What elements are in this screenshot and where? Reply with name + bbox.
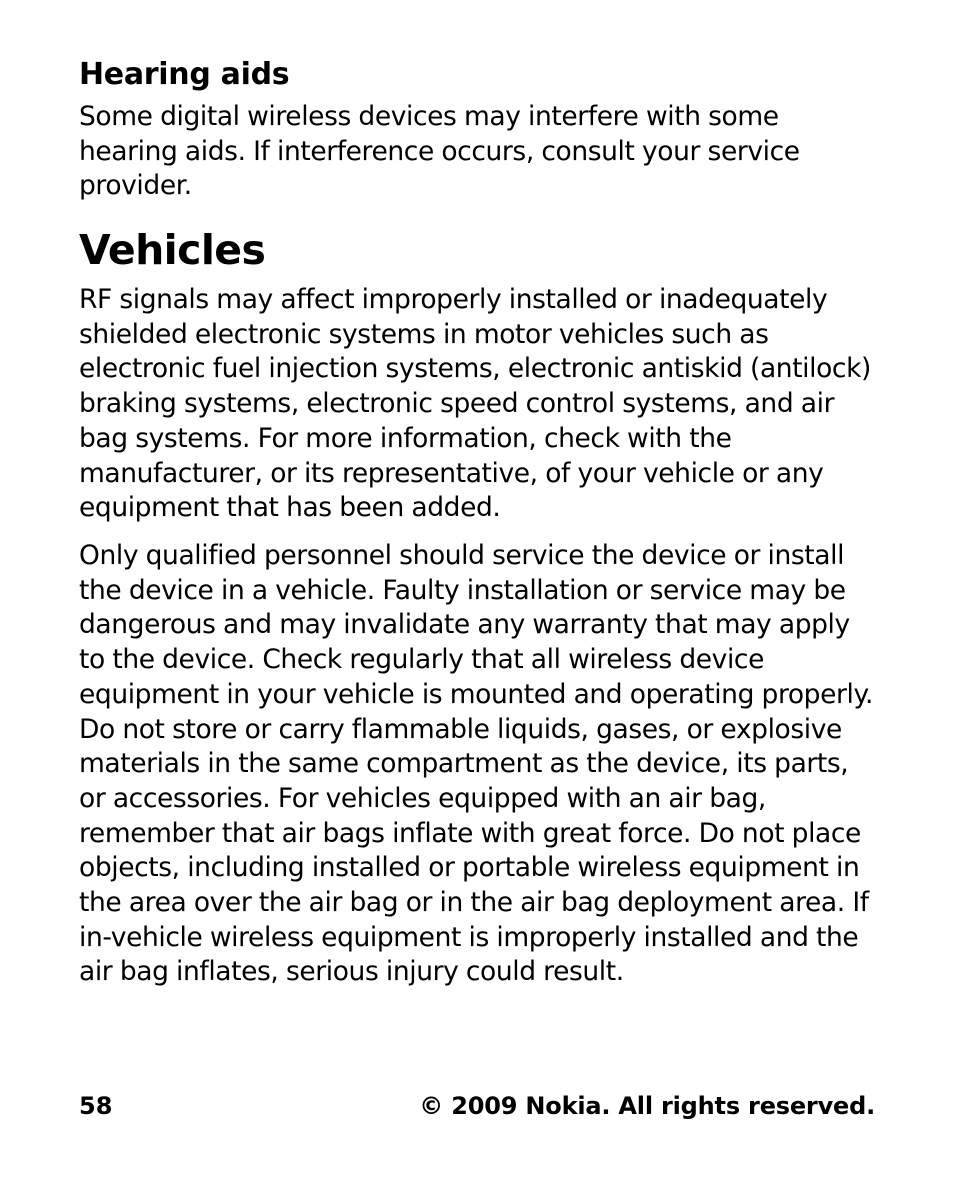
vehicles-paragraph-installation: Only qualified personnel should service the device or install the device in a vehicle. Faulty installation or service may be dangerous and may invalidate any warranty that may apply to the device. Check regularly that all wireless device equipment in your vehicle is mounted and operating properly. Do not store or carry flammable liquids, gases, or explosive materials in the same compartment as the device, its parts, or accessories. For vehicles equipped with an air bag, remember that air bags inflate with great force. Do not place objects, including installed or portable wireless equipment in the area over the air bag or in the air bag deployment area. If in-vehicle wireless equipment is improperly installed and the air bag inflates, serious injury could result.	[79, 540, 873, 988]
document-page	[79, 0, 879, 1180]
copyright-notice: © 2009 Nokia. All rights reserved.	[419, 1092, 875, 1120]
vehicles-heading: Vehicles	[79, 226, 266, 274]
hearing-aids-heading: Hearing aids	[79, 57, 290, 92]
page-footer	[79, 1090, 875, 1122]
vehicles-paragraph-rf-signals: RF signals may affect improperly installed or inadequately shielded electronic systems in motor vehicles such as electronic fuel injection systems, electronic antiskid (antilock) braking systems, electronic speed control systems, and air bag systems. For more information, check with the manufacturer, or its representative, of your vehicle or any equipment that has been added.	[79, 284, 871, 524]
hearing-aids-paragraph: Some digital wireless devices may interfere with some hearing aids. If interference occurs, consult your service provider.	[79, 101, 800, 202]
page-number: 58	[79, 1092, 113, 1120]
